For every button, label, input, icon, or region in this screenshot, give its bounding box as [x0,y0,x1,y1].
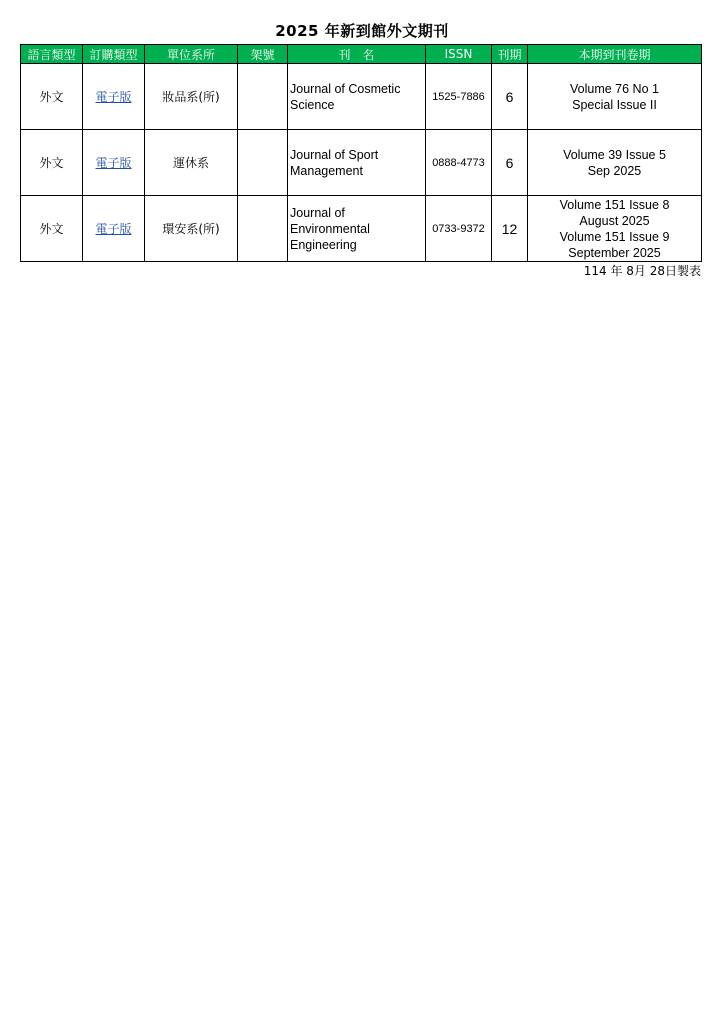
table-row [21,130,702,196]
issue-line: Volume 39 Issue 5 [563,147,666,162]
electronic-version-link[interactable]: 電子版 [95,222,132,236]
journal-title-cell: Journal of Sport Management [288,130,426,196]
journal-title-cell: Journal of Environmental Engineering [288,196,426,262]
header-title: 刊 名 [288,45,426,64]
footer-date: 114 年 8月 28日製表 [583,264,701,278]
frequency-cell: 6 [492,130,528,196]
header-row [21,45,702,64]
electronic-version-link[interactable]: 電子版 [95,156,132,170]
issue-line: August 2025 [579,213,650,228]
issues-cell [528,196,702,262]
issue-line: September 2025 [568,245,661,260]
header-department: 單位系所 [145,45,238,64]
journal-title-cell: Journal of Cosmetic Science [288,64,426,130]
shelf-cell [238,64,288,130]
subscription-cell [83,130,145,196]
frequency-cell: 12 [492,196,528,262]
header-shelf: 架號 [238,45,288,64]
issues-cell [528,64,702,130]
issue-line: Volume 151 Issue 8 [559,197,670,212]
frequency-cell: 6 [492,64,528,130]
header-frequency: 刊期 [492,45,528,64]
issue-line: Volume 76 No 1 [570,81,659,96]
subscription-cell [83,64,145,130]
header-issn: ISSN [426,45,492,64]
issn-cell: 0733-9372 [426,196,492,262]
header-issues: 本期到刊卷期 [528,45,702,64]
language-cell: 外文 [21,64,83,130]
page-title: 2025 年新到館外文期刊 [275,22,449,40]
issn-cell: 1525-7886 [426,64,492,130]
header-subscription: 訂購類型 [83,45,145,64]
header-language: 語言類型 [21,45,83,64]
issues-cell [528,130,702,196]
shelf-cell [238,130,288,196]
shelf-cell [238,196,288,262]
issn-cell: 0888-4773 [426,130,492,196]
department-cell: 妝品系(所) [145,64,238,130]
language-cell: 外文 [21,130,83,196]
electronic-version-link[interactable]: 電子版 [95,90,132,104]
department-cell: 運休系 [145,130,238,196]
issue-line: Volume 151 Issue 9 [559,229,670,244]
issue-line: Special Issue II [572,97,657,112]
table-row [21,64,702,130]
language-cell: 外文 [21,196,83,262]
subscription-cell [83,196,145,262]
table-row [21,196,702,262]
issue-line: Sep 2025 [587,163,642,178]
department-cell: 環安系(所) [145,196,238,262]
periodicals-table [20,44,702,262]
